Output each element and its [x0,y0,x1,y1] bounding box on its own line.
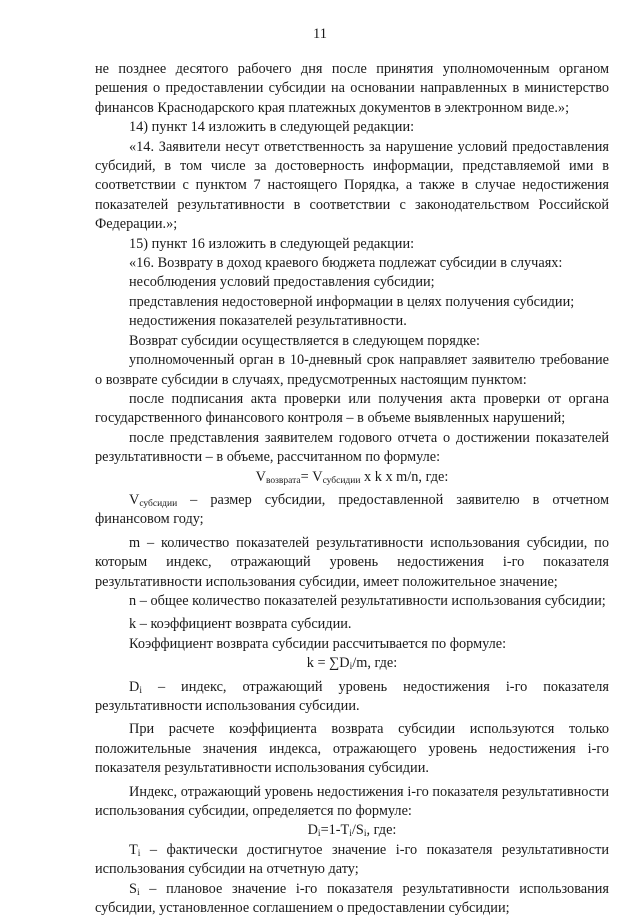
definition-v-subsidy: $V_{субсидии}$ – размер субсидии, предоставленной заявителю в отчетном финансовом году; [95,491,609,528]
paragraph: «16. Возврату в доход краевого бюджета подлежат субсидии в случаях: [129,255,563,272]
formula-index: $D_i=1-T_i/S_i$, где: [307,822,397,840]
paragraph: Коэффициент возврата субсидии рассчитывается по формуле: [129,635,507,652]
paragraph: n – общее количество показателей результативности использования субсидии; [129,592,606,609]
document-body [95,60,609,918]
definition-s-planned: $S_i$ – плановое значение i-го показателя результативности использования субсидии, установленное соглашением о предоставлении субсидии; [95,880,609,917]
paragraph: после представления заявителем годового отчета о достижении показателей результативности – в объеме, рассчитанном по формуле: [95,429,609,466]
paragraph: несоблюдения условий предоставления субсидии; [129,274,435,291]
definition-t-actual: $T_i$ – фактически достигнутое значение i-го показателя результативности использования субсидии на отчетную дату; [95,841,609,878]
paragraph: 14) пункт 14 изложить в следующей редакции: [129,119,415,136]
formula-return-volume: $V_{возврата}= V_{субсидии}$ x k x m/n, где: [255,468,449,486]
paragraph: k – коэффициент возврата субсидии. [129,616,352,633]
paragraph: m – количество показателей результативности использования субсидии, по которым индекс, отражающий уровень недостижения i-го показателя результативности использования субсидии, имеет положительное значение; [95,534,609,590]
paragraph: При расчете коэффициента возврата субсидии используются только положительные значения индекса, отражающего уровень недостижения i-го показателя результативности использования субсидии. [95,721,609,777]
paragraph: недостижения показателей результативности. [129,313,407,330]
paragraph: Индекс, отражающий уровень недостижения i-го показателя результативности использования субсидии, определяется по формуле: [95,783,609,820]
formula-return-coefficient: $k = \sum D_i/m$, где: [306,655,398,673]
definition-d-index: $D_i$ – индекс, отражающий уровень недостижения i-го показателя результативности использования субсидии. [95,678,609,714]
paragraph: после подписания акта проверки или получения акта проверки от органа государственного финансового контроля – в объеме выявленных нарушений; [95,390,609,427]
paragraph: 15) пункт 16 изложить в следующей редакции: [129,235,415,252]
paragraph: уполномоченный орган в 10-дневный срок направляет заявителю требование о возврате субсидии в случаях, предусмотренных настоящим пунктом: [95,352,609,388]
paragraph: представления недостоверной информации в целях получения субсидии; [129,293,575,310]
paragraph: не позднее десятого рабочего дня после принятия уполномоченным органом решения о предоставлении субсидии на основании направленных в министерство финансов Краснодарского края платежных документов в электронном виде.»; [95,61,609,116]
paragraph: Возврат субсидии осуществляется в следующем порядке: [129,332,480,349]
page-number: 11 [313,26,327,42]
paragraph: «14. Заявители несут ответственность за нарушение условий предоставления субсидий, в том числе за достоверность информации, представляемой ими в соответствии с пунктом 7 настоящего Порядка, а также в случае недостижения показателей результативности в соответствии с законодательством Российской Федерации.»; [95,138,609,233]
